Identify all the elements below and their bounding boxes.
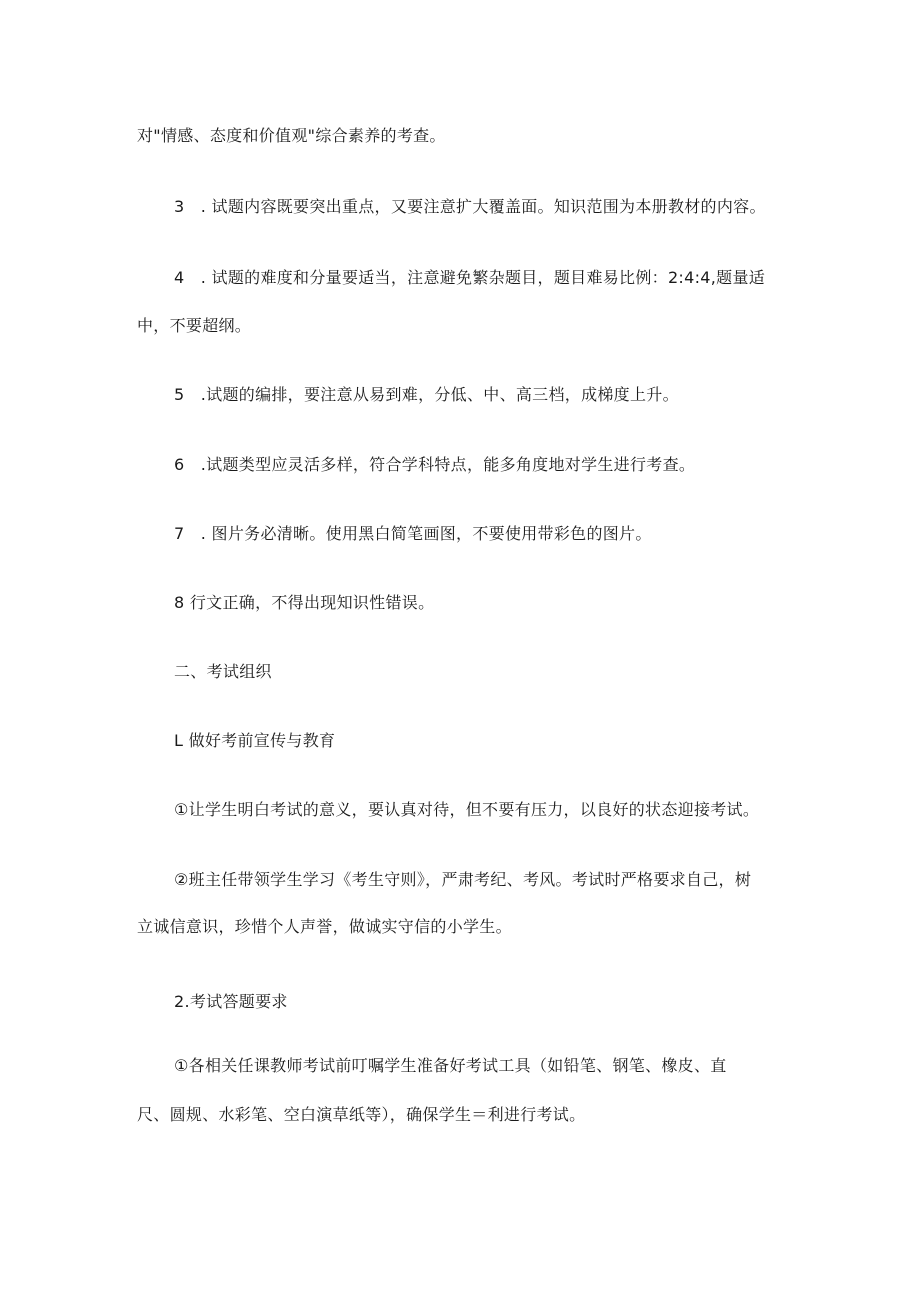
list-item-5: 5 .试题的编排，要注意从易到难，分低、中、高三档，成梯度上升。 [174,385,679,404]
list-item-4-continuation: 中，不要超纲。 [137,316,252,335]
list-item-8: 8 行文正确，不得出现知识性错误。 [174,593,435,612]
subsection-heading-1: L 做好考前宣传与教育 [174,731,336,750]
paragraph-line-continuation: 对"情感、态度和价值观"综合素养的考查。 [137,126,446,145]
list-item-3: 3 . 试题内容既要突出重点，又要注意扩大覆盖面。知识范围为本册教材的内容。 [174,197,766,216]
subsection-heading-2: 2.考试答题要求 [174,992,288,1011]
sub-item-2: ②班主任带领学生学习《考生守则》，严肃考纪、考风。考试时严格要求自己，树 [174,870,752,889]
list-item-4: 4 . 试题的难度和分量要适当，注意避免繁杂题目，题目难易比例：2:4:4,题量适 [174,268,766,287]
sub-item-1: ①让学生明白考试的意义，要认真对待，但不要有压力，以良好的状态迎接考试。 [174,800,760,819]
list-item-7: 7 . 图片务必清晰。使用黑白简笔画图，不要使用带彩色的图片。 [174,524,652,543]
list-item-6: 6 .试题类型应灵活多样，符合学科特点，能多角度地对学生进行考查。 [174,455,696,474]
sub-item-2-continuation: 立诚信意识，珍惜个人声誉，做诚实守信的小学生。 [137,917,512,936]
section-heading: 二、考试组织 [174,662,272,681]
sub-item-3-continuation: 尺、圆规、水彩笔、空白演草纸等），确保学生＝利进行考试。 [137,1105,586,1124]
sub-item-3: ①各相关任课教师考试前叮嘱学生准备好考试工具（如铅笔、钢笔、橡皮、直 [174,1056,727,1075]
